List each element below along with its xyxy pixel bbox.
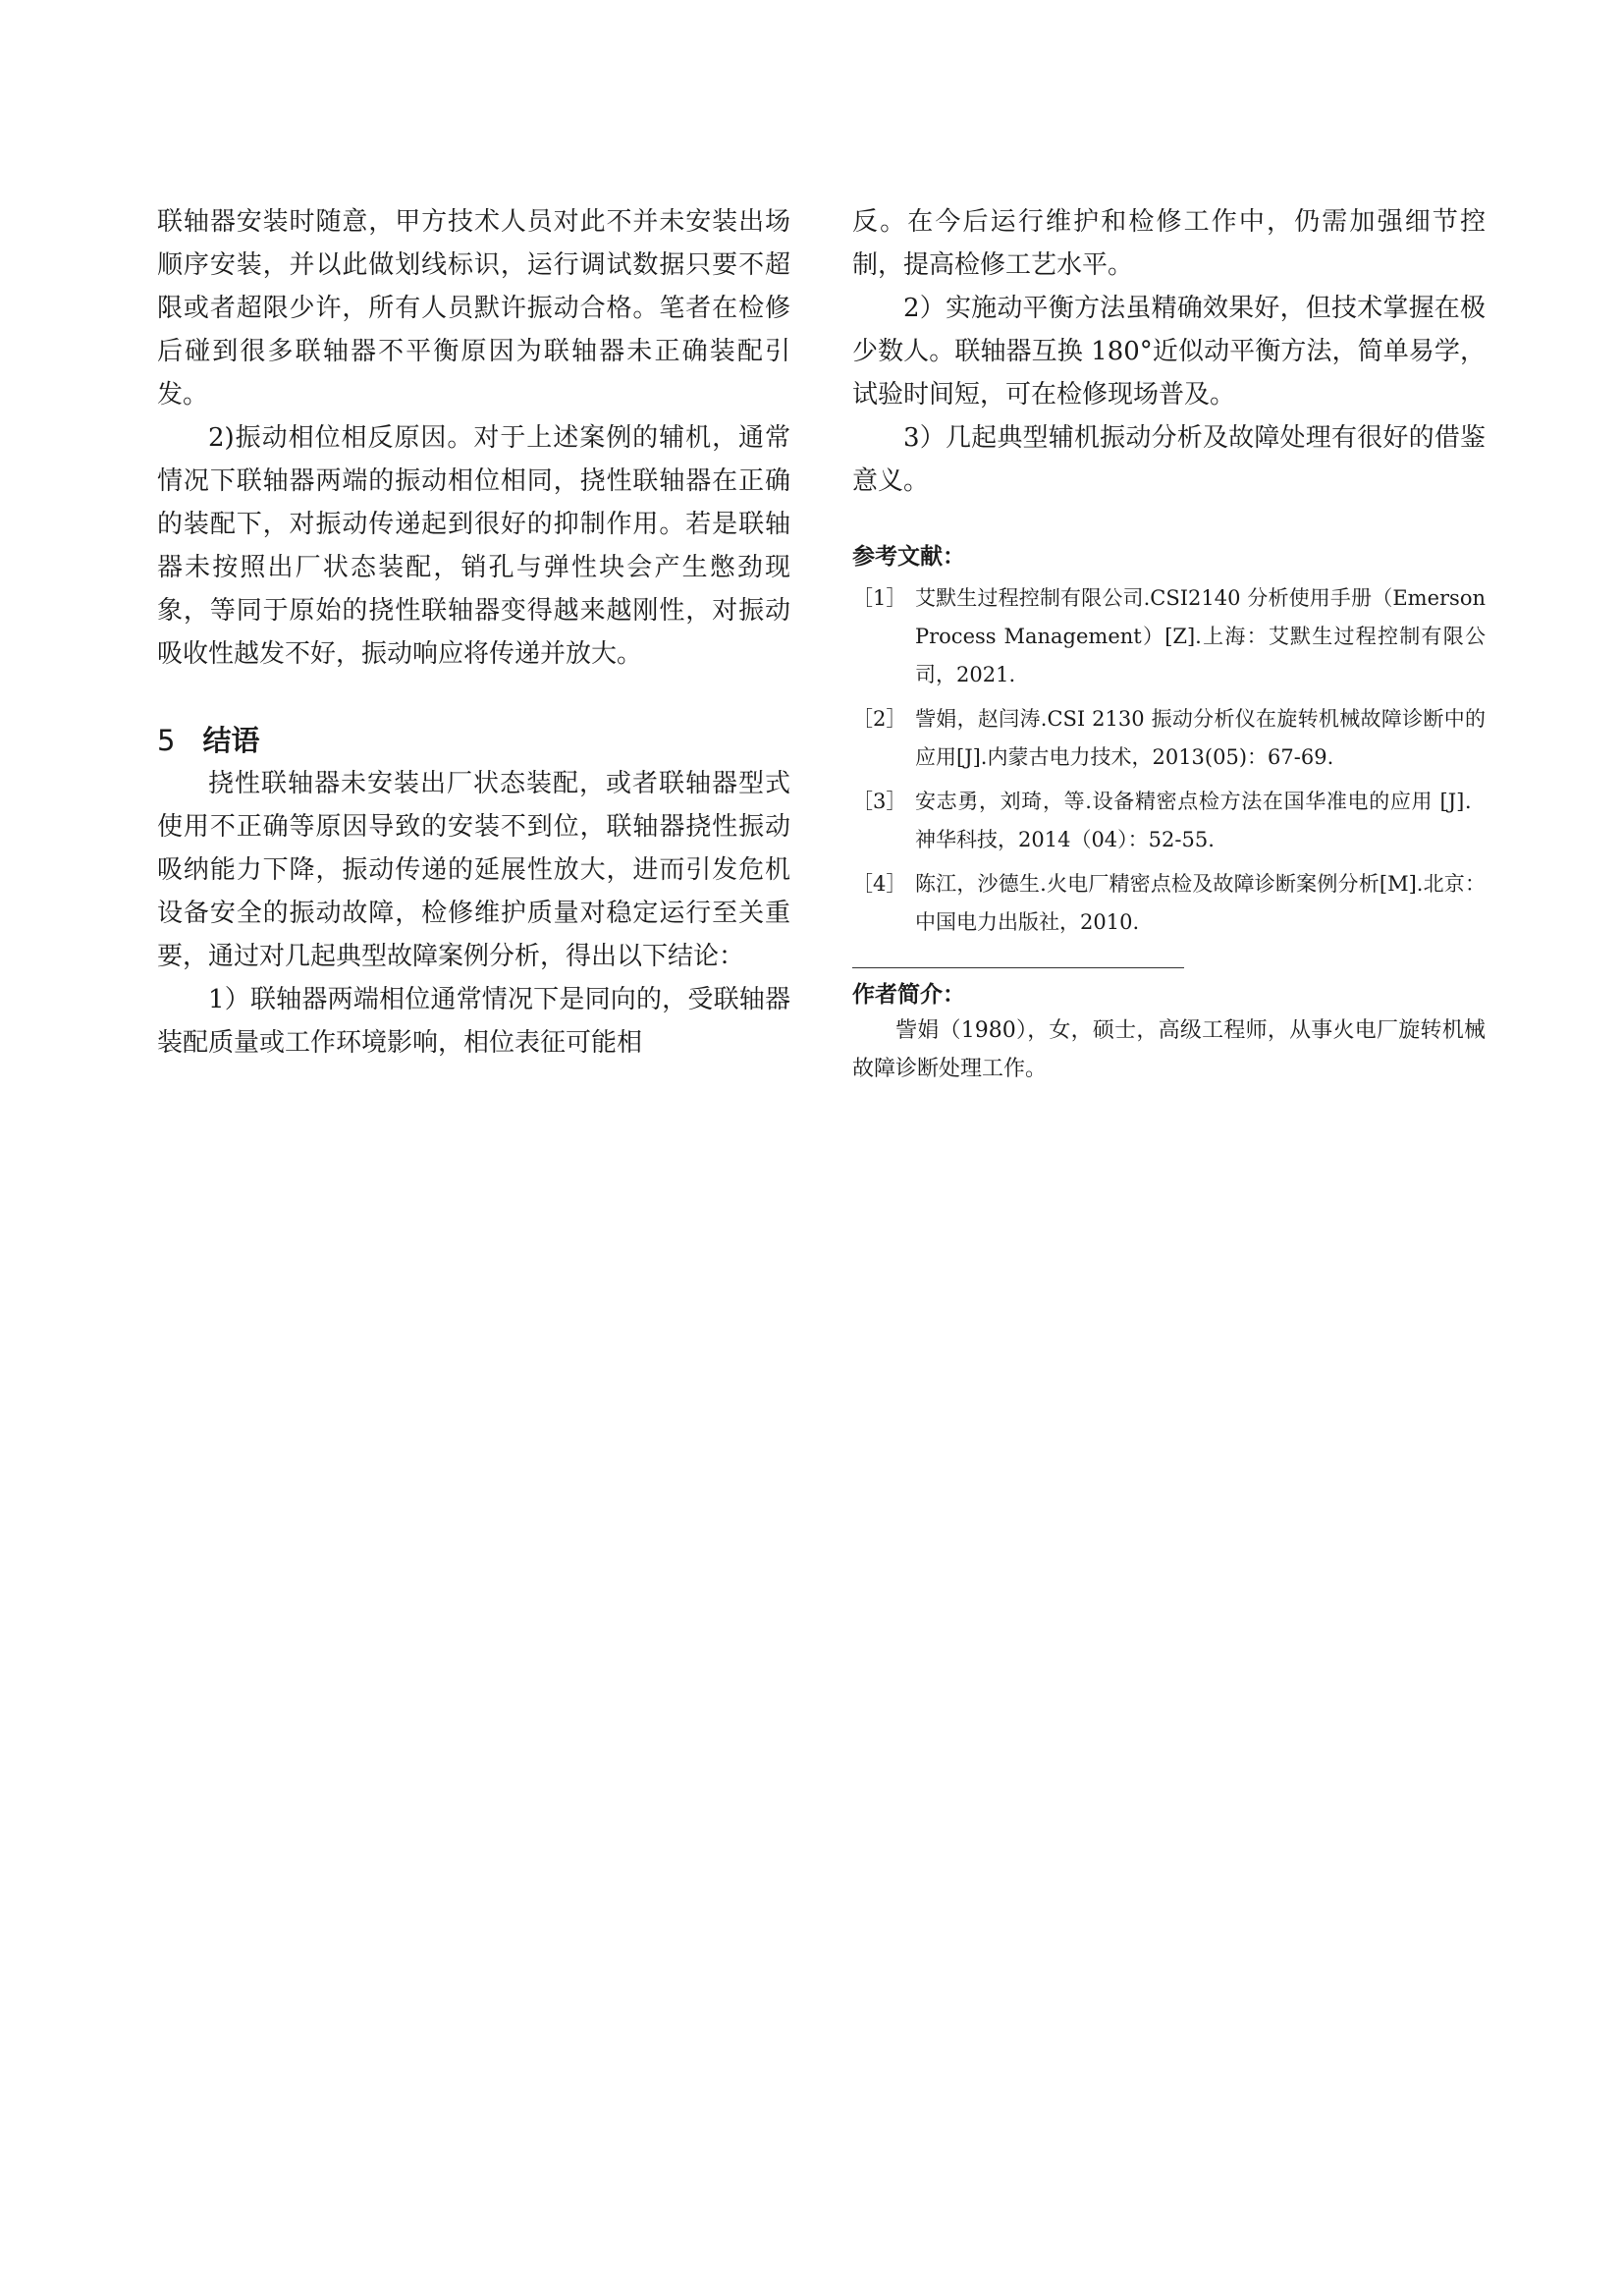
left-column <box>157 200 790 1065</box>
references-list <box>852 579 1486 942</box>
body-paragraph: 挠性联轴器未安装出厂状态装配，或者联轴器型式使用不正确等原因导致的安装不到位，联轴器挠性振动吸纳能力下降，振动传递的延展性放大，进而引发危机设备安全的振动故障，检修维护质量对稳定运行至关重要，通过对几起典型故障案例分析，得出以下结论： <box>157 769 790 971</box>
spacer <box>157 676 790 719</box>
body-paragraph: 2)振动相位相反原因。对于上述案例的辅机，通常情况下联轴器两端的振动相位相同，挠性联轴器在正确的装配下，对振动传递起到很好的抑制作用。若是联轴器未按照出厂状态装配，销孔与弹性块会产生憋劲现象，等同于原始的挠性联轴器变得越来越刚性，对振动吸收性越发不好，振动响应将传递并放大。 <box>157 423 790 669</box>
reference-text: 艾默生过程控制有限公司.CSI2140 分析使用手册（Emerson Process Management）[Z].上海：艾默生过程控制有限公司，2021. <box>915 586 1486 686</box>
spacer <box>852 968 1486 978</box>
right-column <box>852 200 1486 1088</box>
body-paragraph: 反。在今后运行维护和检修工作中，仍需加强细节控制，提高检修工艺水平。 <box>852 207 1486 280</box>
reference-item <box>852 579 1486 694</box>
reference-text: 訾娟，赵闫涛.CSI 2130 振动分析仪在旋转机械故障诊断中的应用[J].内蒙古电力技术，2013(05)：67-69. <box>915 707 1486 769</box>
body-paragraph: 3）几起典型辅机振动分析及故障处理有很好的借鉴意义。 <box>852 423 1486 496</box>
reference-text: 安志勇，刘琦，等.设备精密点检方法在国华准电的应用 [J]．神华科技，2014（04）：52-55. <box>915 790 1486 851</box>
reference-index: ［3］ <box>852 790 907 813</box>
spacer <box>852 503 1486 540</box>
reference-item <box>852 700 1486 777</box>
reference-item <box>852 865 1486 942</box>
reference-item <box>852 783 1486 859</box>
reference-text: 陈江，沙德生.火电厂精密点检及故障诊断案例分析[M].北京：中国电力出版社，2010. <box>915 872 1486 934</box>
section-heading <box>157 719 790 762</box>
body-paragraph: 联轴器安装时随意，甲方技术人员对此不并未安装出场顺序安装，并以此做划线标识，运行调试数据只要不超限或者超限少许，所有人员默许振动合格。笔者在检修后碰到很多联轴器不平衡原因为联轴器未正确装配引发。 <box>157 207 790 410</box>
author-bio-text: 訾娟（1980），女，硕士，高级工程师，从事火电厂旋转机械故障诊断处理工作。 <box>852 1018 1486 1081</box>
section-number: 5 <box>157 724 176 757</box>
reference-index: ［2］ <box>852 707 907 731</box>
section-title: 结语 <box>202 724 260 757</box>
author-bio-title: 作者简介： <box>852 982 965 1008</box>
reference-index: ［1］ <box>852 586 907 610</box>
body-paragraph: 1）联轴器两端相位通常情况下是同向的，受联轴器装配质量或工作环境影响，相位表征可能相 <box>157 985 790 1058</box>
spacer <box>852 942 1486 967</box>
references-title: 参考文献： <box>852 544 965 570</box>
body-paragraph: 2）实施动平衡方法虽精确效果好，但技术掌握在极少数人。联轴器互换 180°近似动平衡方法，简单易学，试验时间短，可在检修现场普及。 <box>852 294 1486 410</box>
reference-index: ［4］ <box>852 872 907 896</box>
